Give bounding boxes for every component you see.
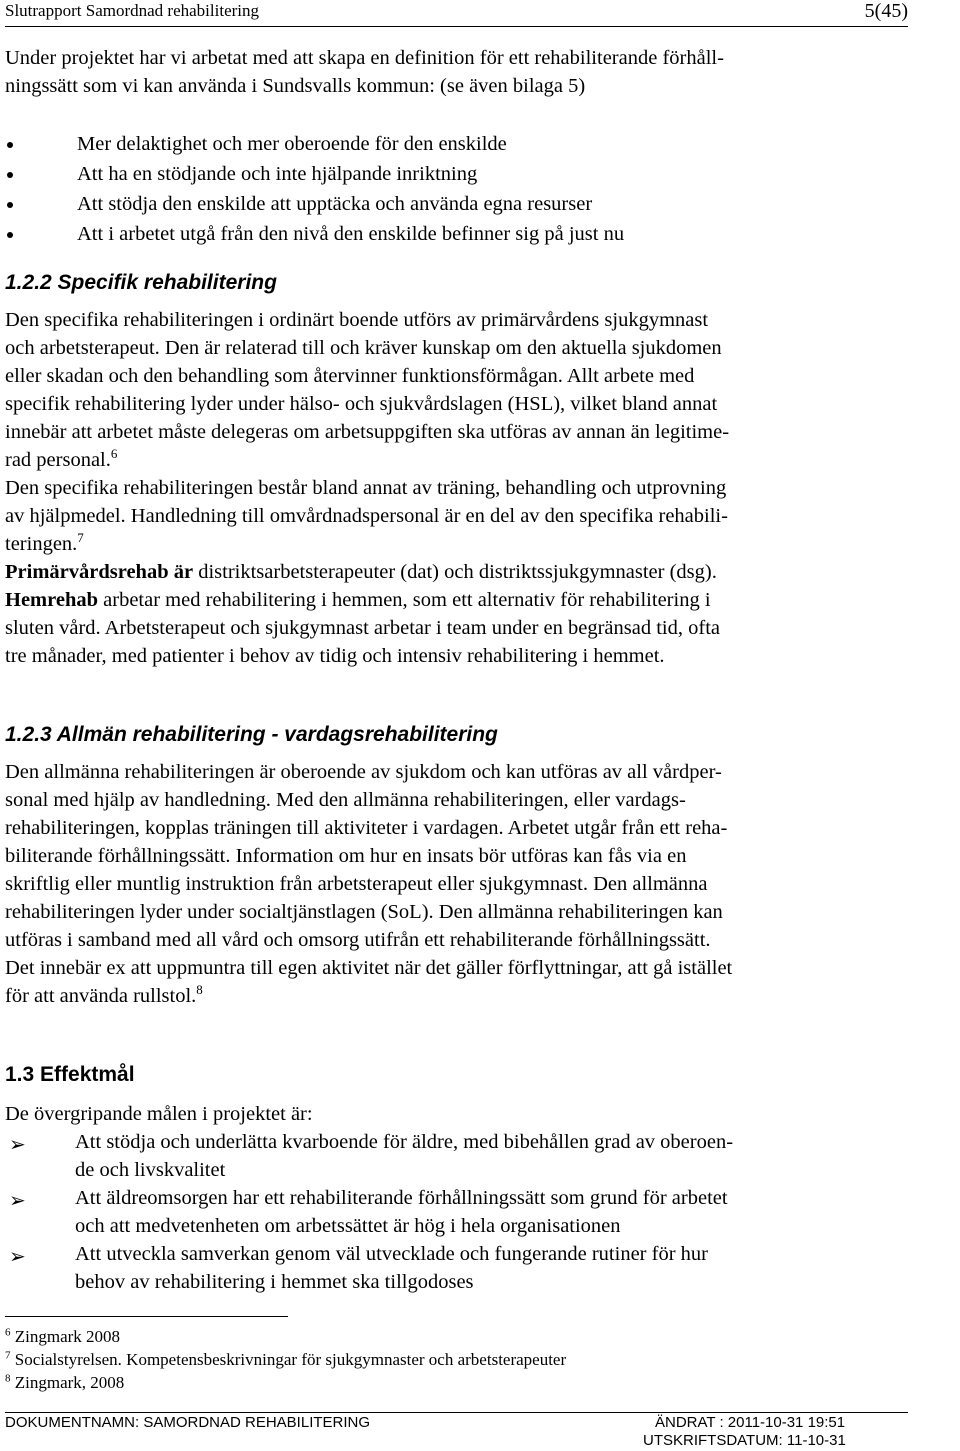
body-line: innebär att arbetet måste delegeras om arbetsuppgiften ska utföras av annan än legitime- xyxy=(5,421,730,443)
bullet-list xyxy=(5,129,908,249)
arrow-bullet-icon: ➢ xyxy=(9,1132,26,1156)
body-line: utföras i samband med all vård och omsorg utifrån ett rehabiliterande förhållningssätt. xyxy=(5,929,711,951)
body-line: av hjälpmedel. Handledning till omvårdnadspersonal är en del av den specifika rehabili- xyxy=(5,505,728,527)
goal-list xyxy=(5,1128,908,1296)
bullet-dot-icon xyxy=(7,232,13,238)
bullet-dot-icon xyxy=(7,202,13,208)
footnotes xyxy=(5,1325,566,1394)
list-item: ➢ Att äldreomsorgen har ett rehabiliterande förhållningssätt som grund för arbetet och att medvetenheten om arbetssättet är hög i hela organisationen xyxy=(9,1187,728,1237)
footnote-ref[interactable]: 7 xyxy=(77,530,84,546)
footer-docname: DOKUMENTNAMN: SAMORDNAD REHABILITERING xyxy=(5,1414,371,1431)
header-title: Slutrapport Samordnad rehabilitering xyxy=(5,1,259,20)
footnote-ref[interactable]: 8 xyxy=(196,982,203,998)
body-line: sluten vård. Arbetsterapeut och sjukgymnast arbetar i team under en begränsad tid, ofta xyxy=(5,617,720,639)
list-item: Mer delaktighet och mer oberoende för den enskilde xyxy=(5,129,908,159)
footnote-divider xyxy=(5,1316,288,1317)
page-header xyxy=(5,0,908,27)
bullet-dot-icon xyxy=(7,142,13,148)
list-item: ➢ Att stödja och underlätta kvarboende för äldre, med bibehållen grad av oberoen- de och livskvalitet xyxy=(9,1131,734,1181)
body-line: Den allmänna rehabiliteringen är oberoende av sjukdom och kan utföras av all vårdper- xyxy=(5,761,722,783)
intro-line: ningssätt som vi kan använda i Sundsvalls kommun: (se även bilaga 5) xyxy=(5,75,586,97)
body-line: sonal med hjälp av handledning. Med den allmänna rehabiliteringen, eller vardags- xyxy=(5,789,686,811)
body-line: rad personal.$^6$ xyxy=(5,446,118,471)
term-primarvardsrehab: Primärvårdsrehab är xyxy=(5,561,194,583)
body-line: teringen.$^7$ xyxy=(5,530,84,555)
footnote: $^8$ Zingmark, 2008 xyxy=(5,1372,125,1392)
section-heading-1-2-3: 1.2.3 Allmän rehabilitering - vardagsrehabilitering xyxy=(5,723,498,746)
body-line: eller skadan och den behandling som återvinner funktionsförmågan. Allt arbete med xyxy=(5,365,695,387)
list-item: Att i arbetet utgå från den nivå den enskilde befinner sig på just nu xyxy=(5,219,908,249)
body-line: rehabiliteringen lyder under socialtjänstlagen (SoL). Den allmänna rehabiliteringen kan xyxy=(5,901,723,923)
body-line: Hemrehab arbetar med rehabilitering i hemmen, som ett alternativ för rehabilitering i xyxy=(5,589,711,611)
list-item: Att stödja den enskilde att upptäcka och använda egna resurser xyxy=(5,189,908,219)
body-line: Primärvårdsrehab är distriktsarbetsterapeuter (dat) och distriktssjukgymnaster (dsg). xyxy=(5,561,717,583)
footer-divider xyxy=(5,1412,908,1413)
footnote: $^6$ Zingmark 2008 xyxy=(5,1326,121,1346)
body-line: Det innebär ex att uppmuntra till egen aktivitet när det gäller förflyttningar, att gå istället xyxy=(5,957,733,979)
intro-line: Under projektet har vi arbetat med att skapa en definition för ett rehabiliterande förhåll- xyxy=(5,47,724,69)
body-line: tre månader, med patienter i behov av tidig och intensiv rehabilitering i hemmet. xyxy=(5,645,665,667)
section-1-2-2-body xyxy=(5,306,908,670)
body-line: skriftlig eller muntlig instruktion från arbetsterapeut eller sjukgymnast. Den allmänna xyxy=(5,873,708,895)
section-heading-1-3: 1.3 Effektmål xyxy=(5,1063,135,1086)
term-hemrehab: Hemrehab xyxy=(5,589,99,611)
body-line: specifik rehabilitering lyder under hälso- och sjukvårdslagen (HSL), vilket bland annat xyxy=(5,393,718,415)
section-1-2-3-body xyxy=(5,758,908,1010)
arrow-bullet-icon: ➢ xyxy=(9,1244,26,1268)
footer-changed: ÄNDRAT : 2011-10-31 19:51 xyxy=(655,1414,846,1431)
footnote-ref[interactable]: 6 xyxy=(110,446,118,462)
body-line: för att använda rullstol.$^8$ xyxy=(5,982,203,1007)
intro-paragraph xyxy=(5,44,908,100)
section-heading-1-2-2: 1.2.2 Specifik rehabilitering xyxy=(5,271,277,294)
body-line: rehabiliteringen, kopplas träningen till aktiviteter i vardagen. Arbetet utgår från ett reha- xyxy=(5,817,728,839)
list-item: ➢ Att utveckla samverkan genom väl utvecklade och fungerande rutiner för hur behov av rehabilitering i hemmet ska tillgodoses xyxy=(9,1243,708,1293)
body-line: Den specifika rehabiliteringen består bland annat av träning, behandling och utprovning xyxy=(5,477,727,499)
body-line: och arbetsterapeut. Den är relaterad till och kräver kunskap om den aktuella sjukdomen xyxy=(5,337,722,359)
footer-printed: UTSKRIFTSDATUM: 11-10-31 xyxy=(643,1432,846,1449)
body-line: Den specifika rehabiliteringen i ordinärt boende utförs av primärvårdens sjukgymnast xyxy=(5,309,709,331)
body-line: De övergripande målen i projektet är: xyxy=(5,1103,313,1125)
page-number: 5(45) xyxy=(864,0,908,22)
section-1-3-intro xyxy=(5,1100,908,1128)
footnote: $^7$ Socialstyrelsen. Kompetensbeskrivningar för sjukgymnaster och arbetsterapeuter xyxy=(5,1349,567,1369)
body-line: biliterande förhållningssätt. Information om hur en insats bör utföras kan fås via en xyxy=(5,845,687,867)
list-item: Att ha en stödjande och inte hjälpande inriktning xyxy=(5,159,908,189)
arrow-bullet-icon: ➢ xyxy=(9,1188,26,1212)
bullet-dot-icon xyxy=(7,172,13,178)
